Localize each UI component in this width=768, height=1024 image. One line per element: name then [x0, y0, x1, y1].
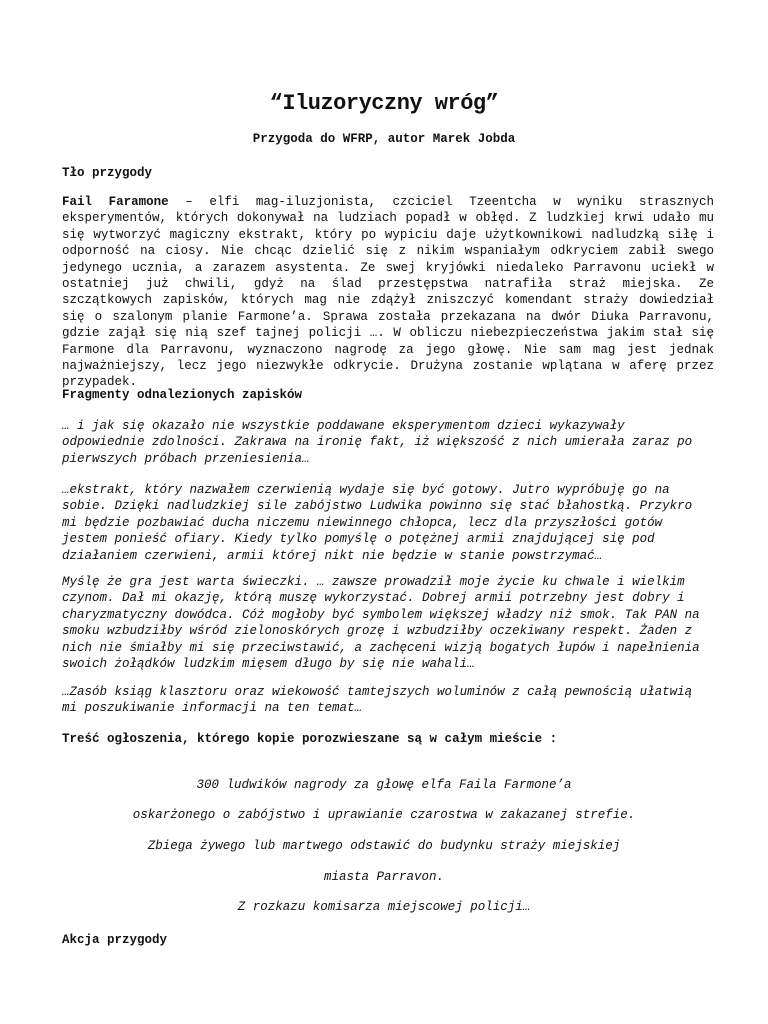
background-text: – elfi mag-iluzjonista, czciciel Tzeentcha w wyniku strasznych eksperymentów, których dokonywał na ludziach popadł w obłęd. Z ludzkiej krwi udało mu się wytworzyć magiczny ekstrakt, który po wypiciu daje użytkownikowi nadludzką siłę i odporność na ciosy. Nie chcąc dzielić się z nikim wspaniałym odkryciem zabił swego jedynego ucznia, a zarazem asystenta. Ze swej kryjówki niedaleko Parravonu uciekł w ostatniej już chwili, gdyż na ślad przestępstwa natrafiła straż miejska. Ze szczątkowych zapisków, których mag nie zdążył zniszczyć komendant straży dowiedział się o szalonym planie Farmone’a. Sprawa została przekazana na dwór Diuka Parravonu, gdzie zajął się nią szef tajnej policji …. W obliczu niebezpieczeństwa jakim stał się Farmone dla Parravonu, wyznaczono nagrodę za jego głowę. Nie sam mag jest jednak najważniejszy, lecz jego niezwykłe odkrycie. Drużyna zostanie wplątana w aferę przez przypadek.: [62, 195, 714, 390]
fragment-2: …ekstrakt, który nazwałem czerwienią wydaje się być gotowy. Jutro wypróbuję go na sobie. Dzięki nadludzkiej sile zabójstwo Ludwika powinno się stać błahostką. Przykro mi będzie pozbawiać ducha niczemu niewinnego chłopca, lecz dla przyszłości gotów jestem ponieść ofiary. Kiedy tylko pomyślę o potężnej armii znajdującej się pod działaniem czerwieni, armii której nikt nie będzie w stanie powstrzymać…: [62, 483, 693, 563]
notice-line: Z rozkazu komisarza miejscowej policji…: [237, 900, 531, 914]
character-name: Fail Faramone: [62, 195, 169, 209]
notice-line: Zbiega żywego lub martwego odstawić do budynku straży miejskiej: [147, 839, 621, 853]
paragraph-background: [62, 194, 714, 391]
document-title: “Iluzoryczny wróg”: [269, 91, 499, 116]
heading-fragments: Fragmenty odnalezionych zapisków: [62, 388, 303, 402]
fragment-4: …Zasób ksiąg klasztoru oraz wiekowość tamtejszych woluminów z całą pewnością ułatwią mi poszukiwanie informacji na ten temat…: [62, 685, 693, 716]
fragment-1: … i jak się okazało nie wszystkie poddawane eksperymentom dzieci wykazywały odpowiednie zdolności. Zakrawa na ironię fakt, iż większość z nich umierała zaraz po pierwszych próbach przeniesienia…: [62, 419, 693, 466]
notice-line: oskarżonego o zabójstwo i uprawianie czarostwa w zakazanej strefie.: [132, 808, 636, 822]
heading-background: Tło przygody: [62, 166, 153, 180]
heading-notice: Treść ogłoszenia, którego kopie porozwieszane są w całym mieście :: [62, 732, 558, 746]
notice-line: 300 ludwików nagrody za głowę elfa Faila Farmone’a: [196, 778, 572, 792]
notice-line: miasta Parravon.: [323, 870, 445, 884]
document-subtitle: Przygoda do WFRP, autor Marek Jobda: [252, 132, 516, 146]
fragment-3: Myślę że gra jest warta świeczki. … zawsze prowadził moje życie ku chwale i wielkim czynom. Dał mi okazję, którą muszę wykorzystać. Dobrej armii potrzebny jest dobry i charyzmatyczny dowódca. Cóż mogłoby być symbolem większej władzy niż smok. Tak PAN na smoku wzbudziłby wśród zielonoskórych grozę i wzbudziłby oczekiwany respekt. Żaden z nich nie śmiałby mi się przeciwstawić, a zachęceni wizją bogatych łupów i napełnienia swoich żołądków ludzkim mięsem długo by się nie wahali…: [62, 575, 700, 672]
heading-action: Akcja przygody: [62, 933, 168, 947]
